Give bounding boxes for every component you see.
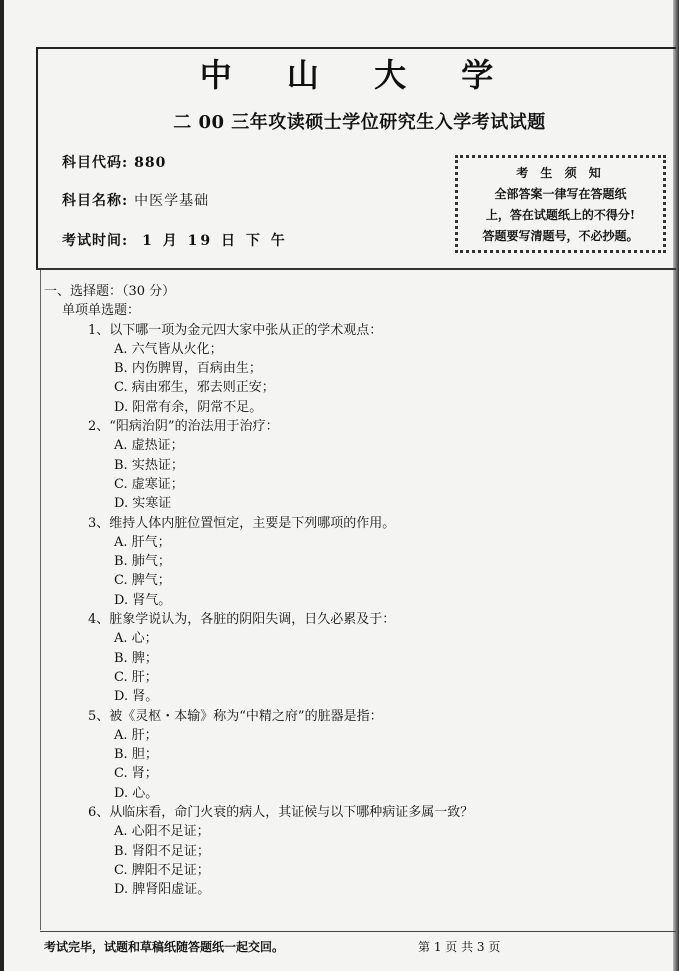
university-name: 中 山 大 学 [199, 56, 516, 94]
question-option: A. 心； [114, 631, 158, 647]
question-option: B. 胆； [114, 747, 158, 763]
question-option: C. 脾阳不足证； [114, 862, 210, 878]
question-option: A. 虚热证； [114, 438, 184, 454]
notice-line: 答题要写清题号，不必抄题。 [482, 229, 639, 243]
question-option: C. 脾气； [114, 573, 171, 589]
question-option: D. 阳常有余，阴常不足。 [114, 399, 263, 415]
question-option: A. 六气皆从火化； [114, 341, 223, 357]
subject-code-label: 科目代码: [62, 155, 129, 171]
scan-edge-left [0, 0, 4, 971]
subject-name-label: 科目名称: [62, 193, 129, 209]
exam-time-row [62, 230, 288, 250]
question-option: D. 肾气。 [114, 592, 172, 608]
subject-code-row [62, 152, 166, 172]
frame-top-border [36, 47, 676, 49]
question-option: A. 心阳不足证； [114, 824, 210, 840]
question-option: B. 肺气； [114, 554, 171, 570]
question-option: B. 脾； [114, 650, 158, 666]
question-stem: 5、被《灵枢・本输》称为“中精之府”的脏器是指： [88, 708, 383, 724]
question-option: D. 肾。 [114, 689, 159, 705]
section-subheading: 单项单选题： [62, 303, 141, 319]
question-option: C. 肝； [114, 669, 158, 685]
notice-title: 考 生 须 知 [516, 166, 605, 180]
subject-name-row [62, 190, 209, 210]
page-number: 第 1 页 共 3 页 [418, 940, 501, 954]
candidate-notice-box [455, 155, 666, 253]
question-option: D. 脾肾阳虚证。 [114, 882, 211, 898]
question-stem: 4、脏象学说认为，各脏的阴阳失调，日久必累及于： [88, 612, 396, 628]
questions-content [44, 282, 664, 900]
question-option: C. 虚寒证； [114, 476, 184, 492]
question-option: B. 肾阳不足证； [114, 843, 210, 859]
subject-code-value: 880 [134, 155, 167, 171]
question-stem: 2、“阳病治阴”的治法用于治疗： [88, 419, 279, 435]
question-option: A. 肝； [114, 727, 158, 743]
question-stem: 3、维持人体内脏位置恒定，主要是下列哪项的作用。 [88, 515, 396, 531]
question-option: C. 肾； [114, 766, 158, 782]
question-option: D. 实寒证 [114, 496, 172, 512]
question-option: B. 实热证； [114, 457, 184, 473]
question-option: C. 病由邪生，邪去则正安； [114, 380, 275, 396]
exam-title: 二 00 三年攻读硕士学位研究生入学考试试题 [173, 112, 546, 133]
header-divider [36, 268, 676, 270]
question-option: D. 心。 [114, 785, 159, 801]
subject-name-value: 中医学基础 [134, 193, 210, 209]
notice-line: 全部答案一律写在答题纸 [494, 187, 627, 201]
exam-time-value: 1 月 19 日 下 午 [142, 233, 288, 249]
frame-bottom-border [40, 931, 676, 932]
section-heading: 一、选择题：（30 分） [44, 284, 176, 299]
question-stem: 1、以下哪一项为金元四大家中张从正的学术观点： [88, 322, 383, 338]
frame-left-border-lower [40, 270, 41, 930]
question-option: A. 肝气； [114, 534, 171, 550]
exam-time-label: 考试时间: [62, 233, 129, 249]
question-option: B. 内伤脾胃，百病由生； [114, 361, 262, 377]
question-stem: 6、从临床看，命门火衰的病人，其证候与以下哪种病证多属一致？ [88, 805, 474, 821]
notice-line: 上，答在试题纸上的不得分! [485, 208, 636, 222]
footer-note: 考试完毕，试题和草稿纸随答题纸一起交回。 [44, 940, 285, 954]
scan-edge-right [673, 0, 679, 971]
